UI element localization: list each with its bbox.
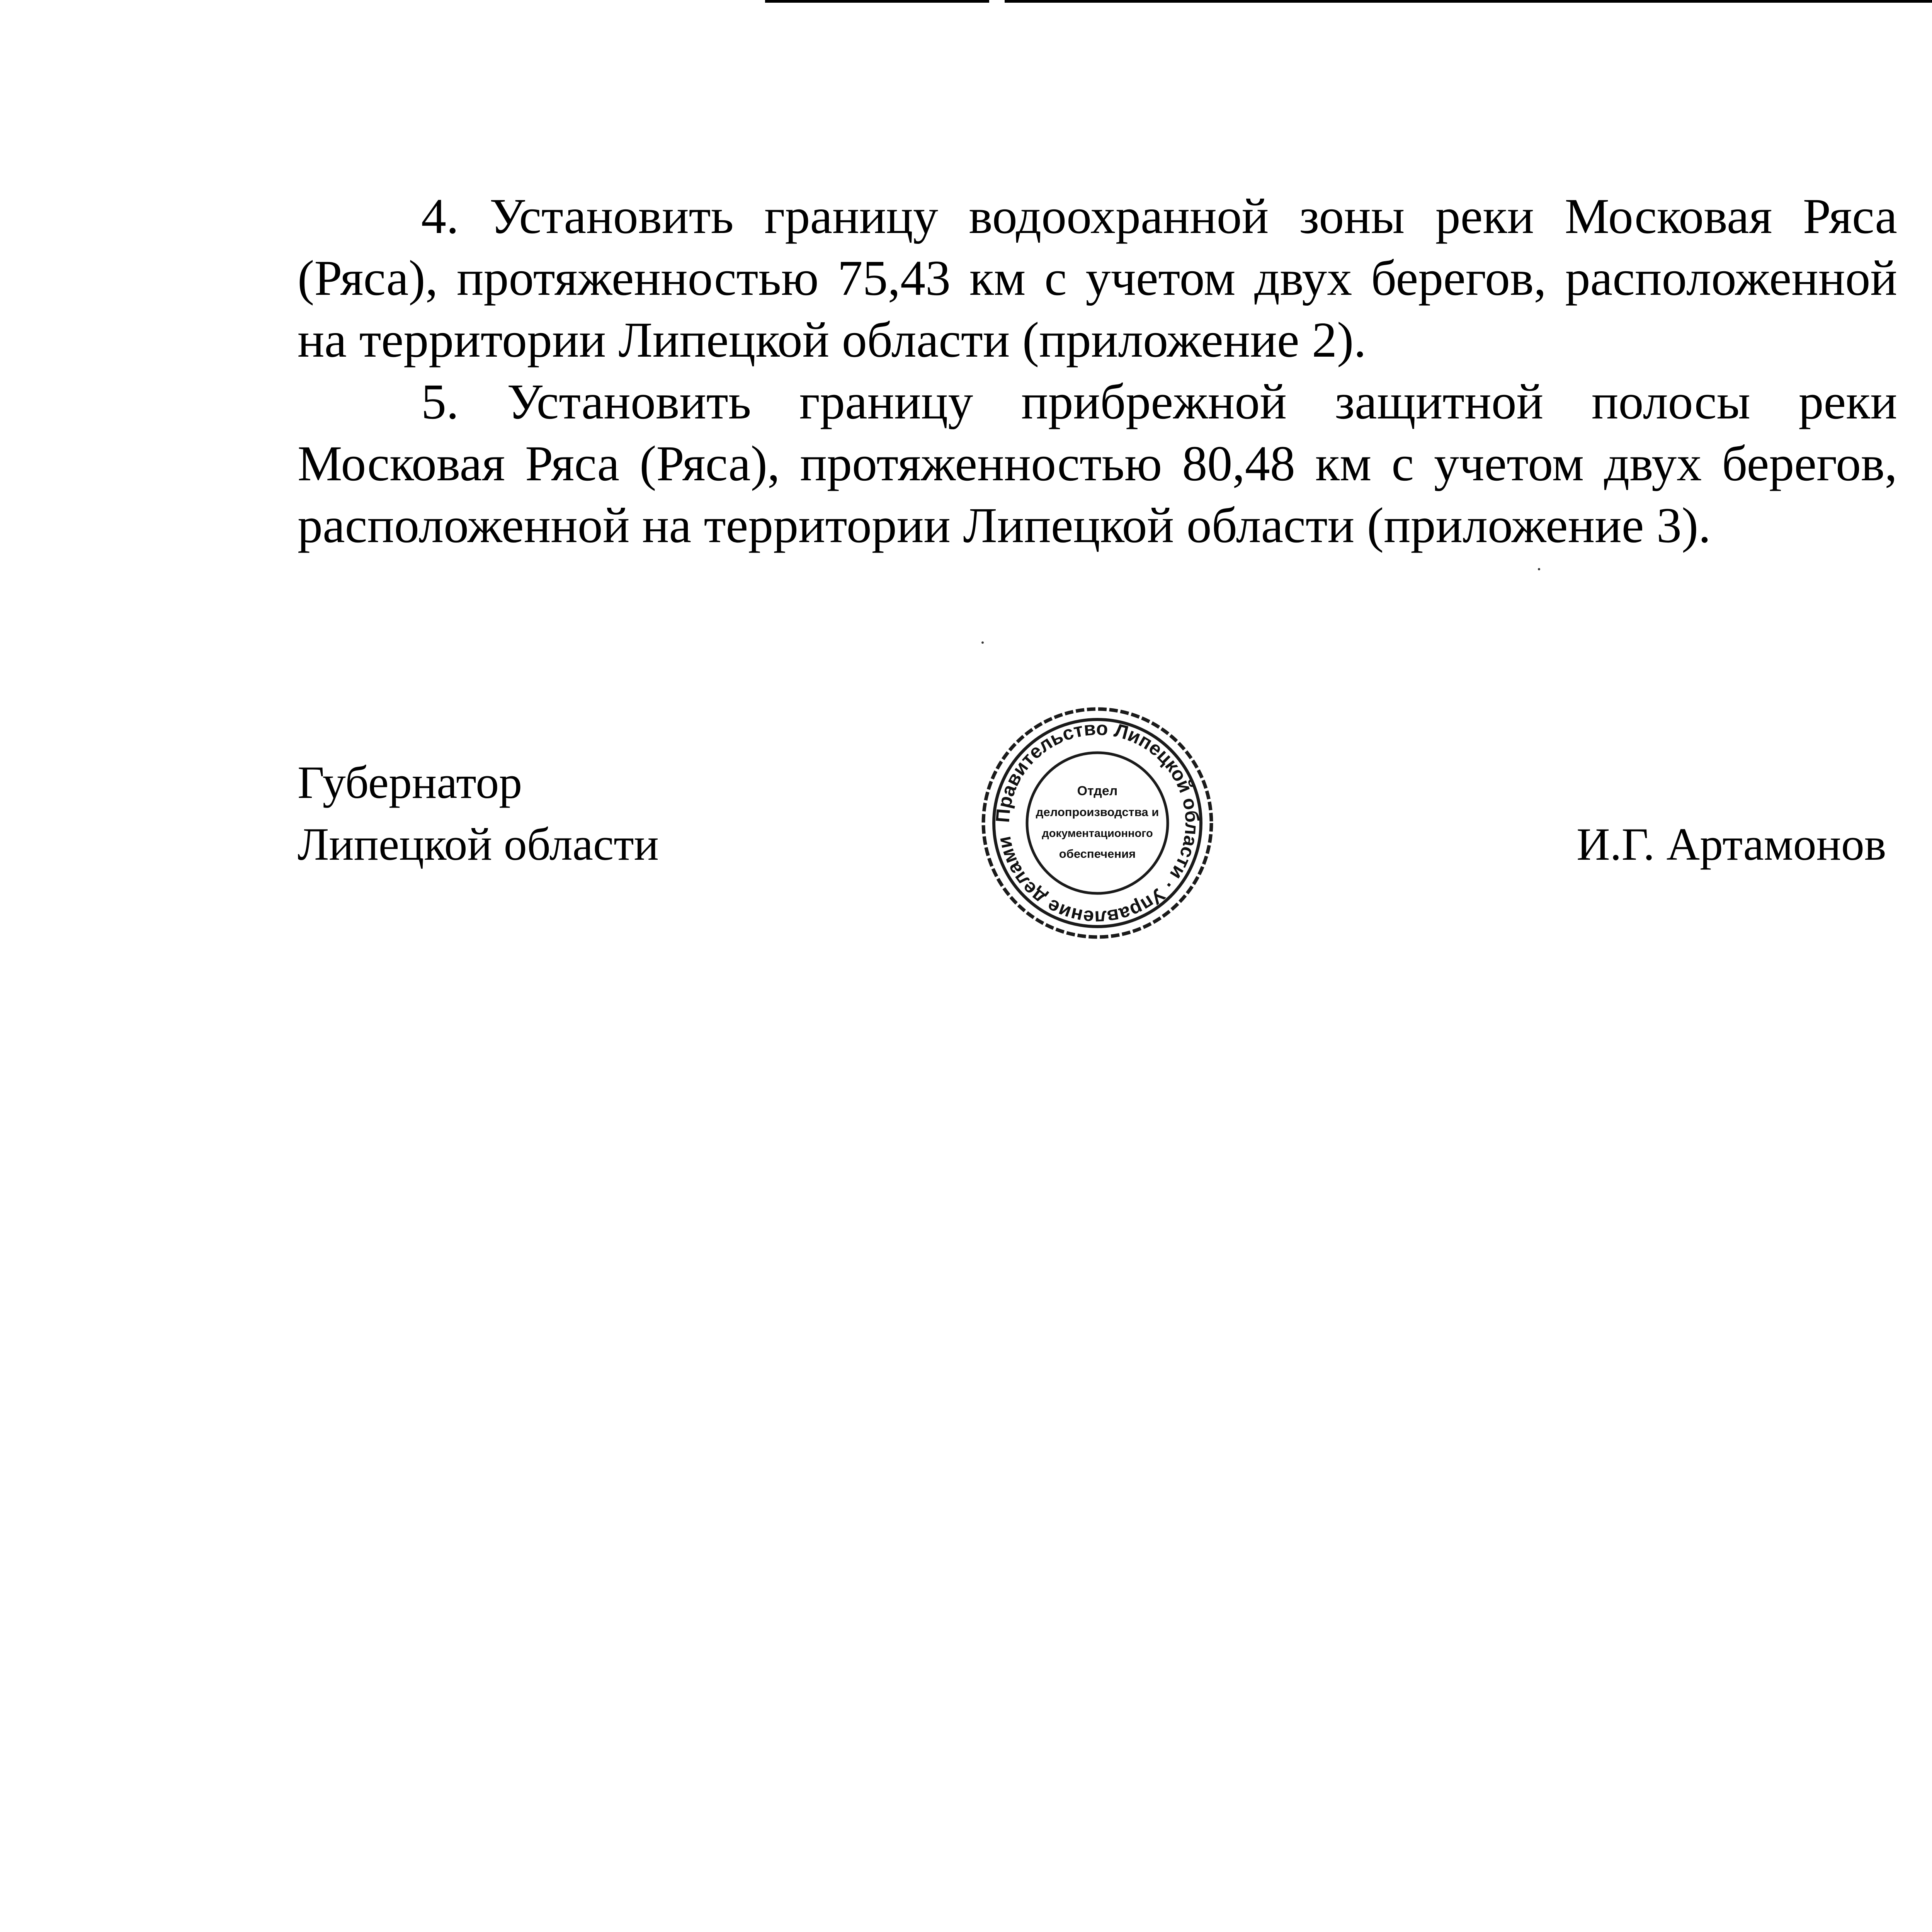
scan-edge-top — [1005, 0, 1932, 3]
stamp-inner-line: делопроизводства и — [1036, 805, 1159, 819]
stamp-inner-line: Отдел — [1077, 784, 1118, 798]
paragraph-5: 5. Установить границу прибрежной защитной полосы реки Московая Ряса (Ряса), протяженностью 80,48 км с учетом двух берегов, расположенной на территории Липецкой области (приложение 3). — [298, 374, 1897, 553]
document-body — [298, 185, 1897, 556]
signatory-region: Липецкой области — [298, 818, 659, 870]
stamp-inner-line: документационного — [1042, 827, 1153, 840]
paragraph-4: 4. Установить границу водоохранной зоны реки Московая Ряса (Ряса), протяженностью 75,43 км с учетом двух берегов, расположенной на территории Липецкой области (приложение 2). — [298, 189, 1897, 368]
stamp-outer-text: Правительство Липецкой области · Управление делами — [992, 717, 1203, 929]
scan-speck — [981, 641, 984, 644]
signatory-title: Губернатор — [298, 757, 522, 808]
official-stamp — [978, 703, 1217, 943]
signatory-name: И.Г. Артамонов — [1577, 818, 1886, 870]
signatory-position — [298, 752, 659, 875]
stamp-inner-line: обеспечения — [1059, 847, 1136, 861]
scan-speck — [1538, 568, 1540, 570]
scan-edge-top — [765, 0, 989, 3]
